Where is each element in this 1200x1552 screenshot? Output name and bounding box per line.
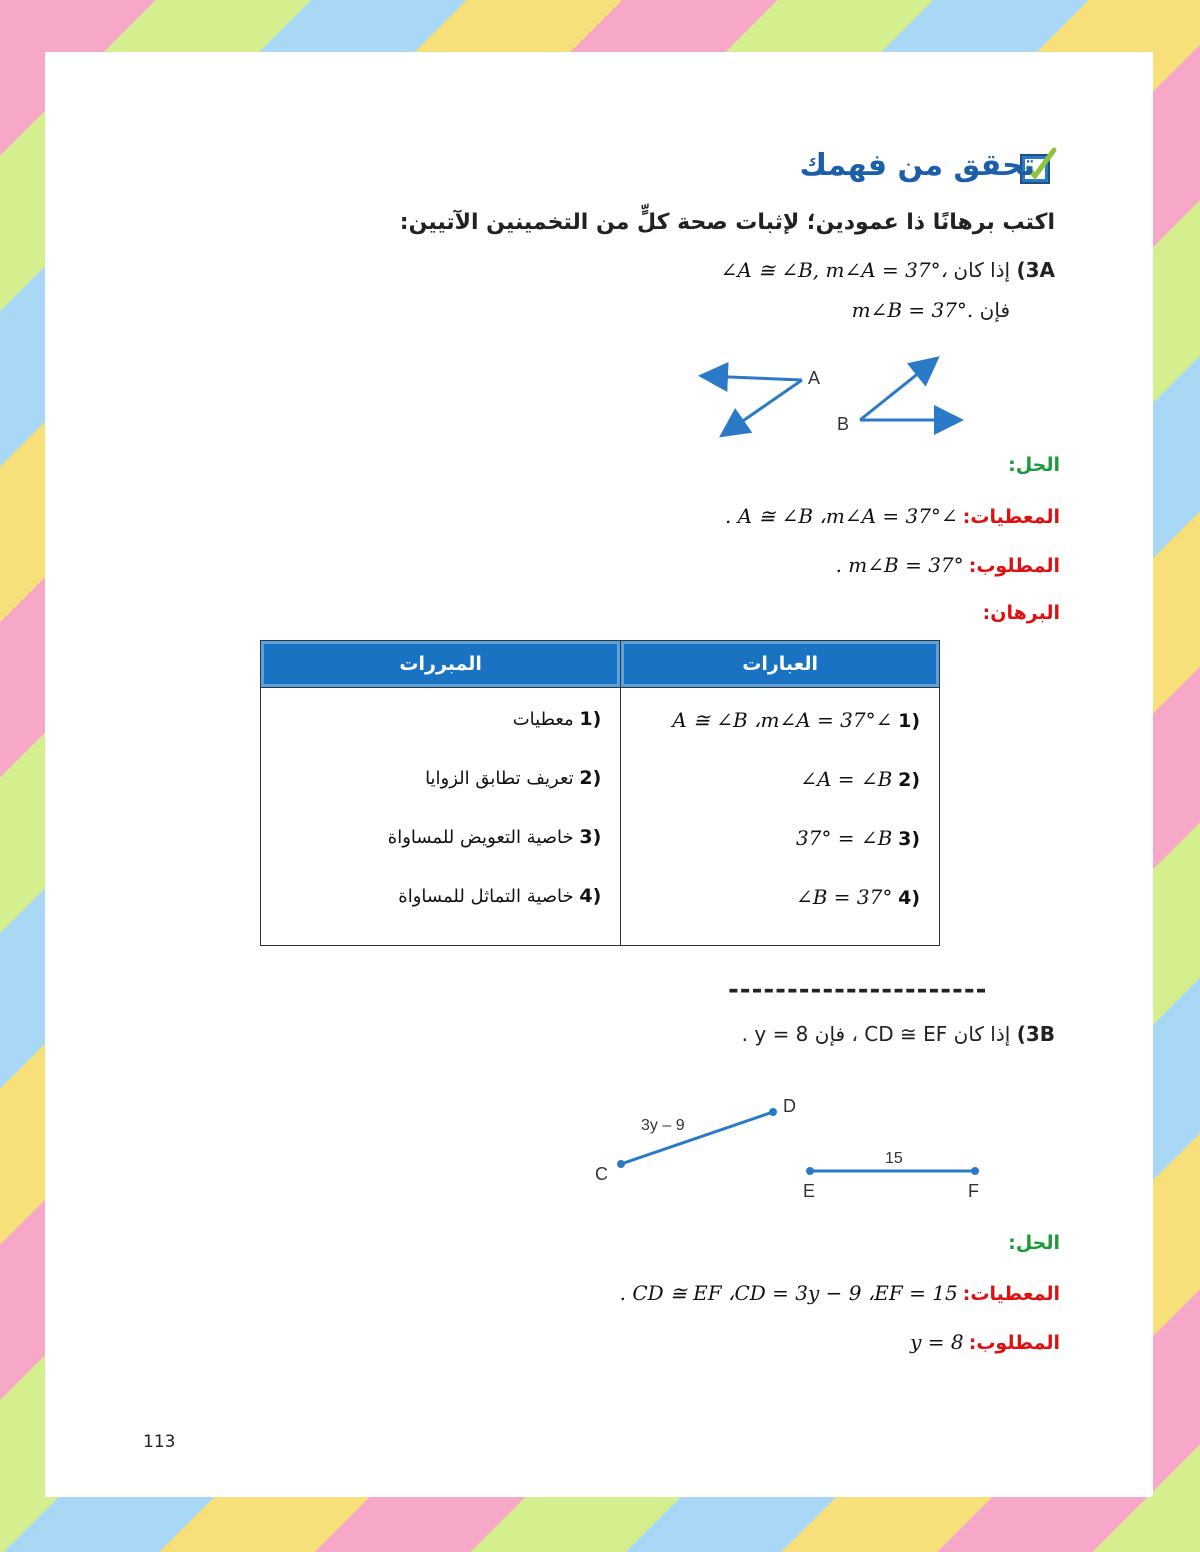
given-math-3a: ∠A ≅ ∠B ،m∠A = 37° .: [724, 504, 958, 528]
statement-row: (1 ∠A ≅ ∠B ،m∠A = 37°: [672, 708, 920, 732]
proof-label: البرهان:: [982, 602, 1060, 624]
problem-3a-conclusion: m∠B = 37°.: [851, 298, 974, 322]
prove-math-3a: m∠B = 37° .: [835, 553, 964, 577]
prove-3b: [910, 1330, 1060, 1354]
label-c: C: [595, 1164, 608, 1184]
prove-label-3a: المطلوب:: [968, 555, 1060, 577]
given-math-3b: CD ≅ EF ،CD = 3y − 9 ،EF = 15 .: [619, 1281, 958, 1305]
problem-3a-label: 3A): [1016, 258, 1055, 282]
prove-3a: [836, 553, 1060, 577]
given-label-3b: المعطيات:: [962, 1283, 1060, 1305]
reason-row: (1 معطيات: [512, 708, 602, 730]
angle-b-ray-up: [860, 360, 935, 420]
problem-3a-if: إذا كان: [953, 258, 1011, 282]
given-3a: [725, 504, 1060, 528]
problem-3b-text: إذا كان CD ≅ EF ، فإن y = 8 .: [741, 1022, 1011, 1046]
label-f: F: [968, 1181, 979, 1201]
section-title: تحقق من فهمك: [799, 148, 1035, 183]
label-cd-length: 3y – 9: [641, 1117, 685, 1134]
reason-row: (4 خاصية التماثل للمساواة: [398, 885, 602, 907]
prove-math-3b: y = 8: [910, 1330, 964, 1354]
label-a: A: [808, 368, 821, 388]
section-divider: ----------------------: [728, 975, 988, 1005]
reason-row: (3 خاصية التعويض للمساواة: [387, 826, 602, 848]
solution-label-3b: الحل:: [1008, 1232, 1060, 1254]
header-statements: العبارات: [621, 641, 940, 688]
reasons-column: [261, 688, 621, 946]
point-e: [806, 1167, 814, 1175]
angles-figure: [690, 350, 980, 450]
label-d: D: [783, 1096, 796, 1116]
label-e: E: [803, 1181, 816, 1201]
statements-column: [621, 688, 940, 946]
statement-row: (2 ∠A = ∠B: [800, 767, 920, 791]
page-number: 113: [143, 1432, 176, 1452]
label-b: B: [837, 414, 850, 434]
problem-3b-line: [742, 1022, 1055, 1046]
label-ef-length: 15: [885, 1150, 903, 1167]
problem-3a-line2: [852, 298, 1010, 322]
point-f: [971, 1167, 979, 1175]
angle-a-ray-down: [724, 380, 802, 434]
point-c: [617, 1160, 625, 1168]
solution-label-3a: الحل:: [1008, 454, 1060, 476]
given-3b: [620, 1281, 1060, 1305]
header-reasons: المبررات: [261, 641, 621, 688]
problem-3a-then: فإن: [979, 298, 1010, 322]
statement-row: (3 37° = ∠B: [795, 826, 920, 850]
proof-table: [260, 640, 940, 946]
problem-3b-label: 3B): [1016, 1022, 1055, 1046]
prove-label-3b: المطلوب:: [968, 1332, 1060, 1354]
problem-3a-condition: ∠A ≅ ∠B, m∠A = 37°،: [720, 258, 948, 282]
reason-row: (2 تعريف تطابق الزوايا: [425, 767, 602, 789]
point-d: [769, 1108, 777, 1116]
problem-3a-line1: [721, 258, 1055, 282]
angle-a-ray-left: [704, 376, 802, 380]
segments-figure: [585, 1090, 1005, 1210]
given-label-3a: المعطيات:: [962, 506, 1060, 528]
instruction: اكتب برهانًا ذا عمودين؛ لإثبات صحة كلٍّ من التخمينين الآتيين:: [399, 210, 1055, 235]
statement-row: (4 ∠B = 37°: [795, 885, 920, 909]
